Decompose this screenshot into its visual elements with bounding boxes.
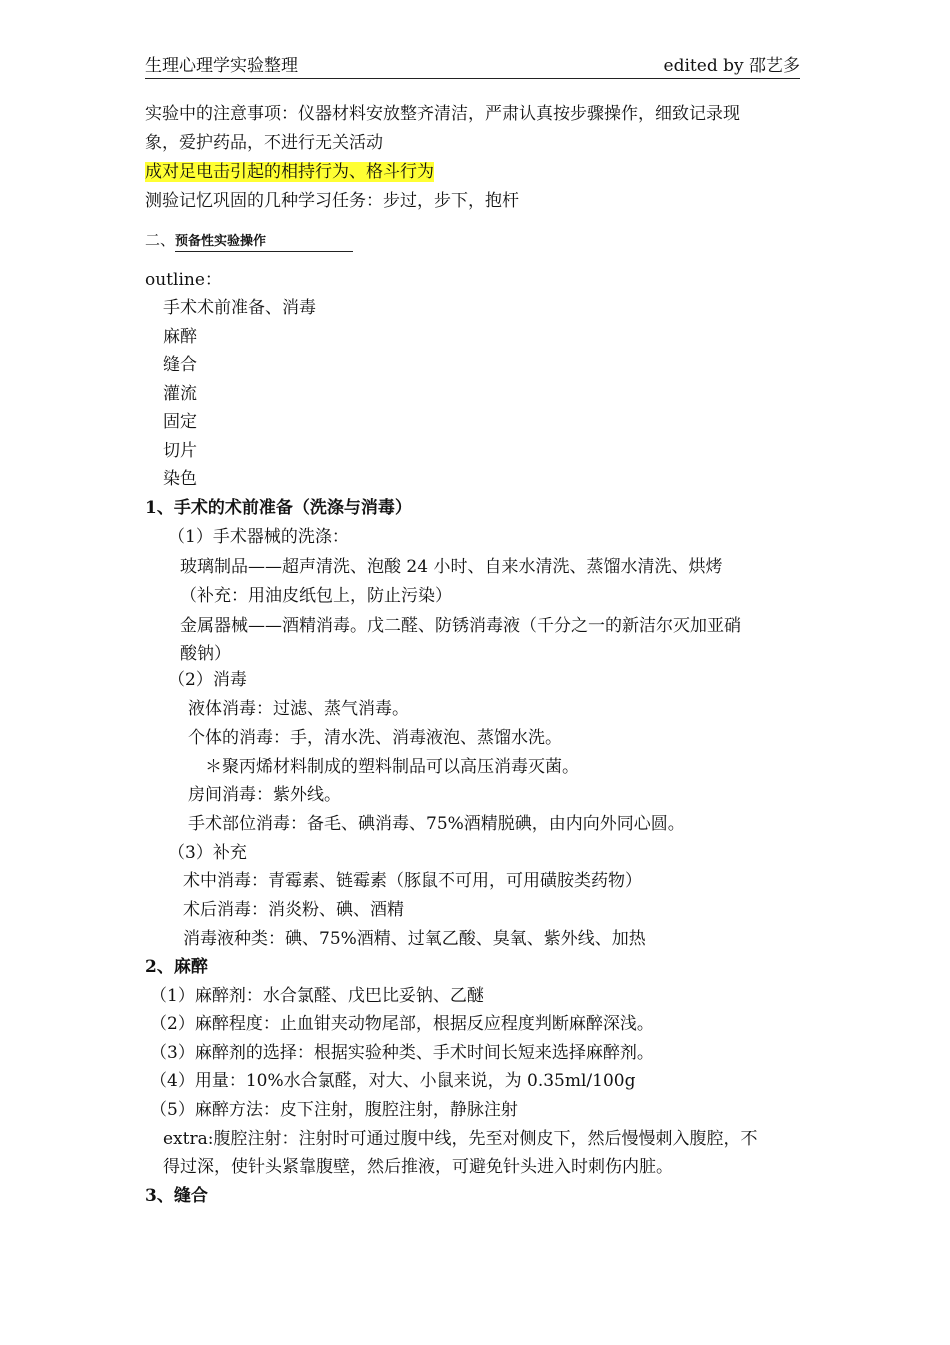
room-disinfection: 房间消毒：紫外线。 xyxy=(188,785,341,805)
individual-disinfection: 个体的消毒：手，清水洗、消毒液泡、蒸馏水洗。 xyxy=(188,728,562,748)
disinfectant-types: 消毒液种类：碘、75%酒精、过氧乙酸、臭氧、紫外线、加热 xyxy=(183,929,646,949)
outline-item: 麻醉 xyxy=(163,327,197,347)
plastic-note: ＊聚丙烯材料制成的塑料制品可以高压消毒灭菌。 xyxy=(205,757,579,777)
outline-item: 切片 xyxy=(163,441,197,461)
surgical-site-disinfection: 手术部位消毒：备毛、碘消毒、75%酒精脱碘，由内向外同心圆。 xyxy=(188,814,685,834)
anesthesia-item-5: （5）麻醉方法：皮下注射，腹腔注射，静脉注射 xyxy=(150,1100,518,1120)
extra-line-1: extra:腹腔注射：注射时可通过腹中线，先至对侧皮下，然后慢慢刺入腹腔，不 xyxy=(163,1129,758,1149)
liquid-disinfection: 液体消毒：过滤、蒸气消毒。 xyxy=(188,699,409,719)
glass-line-1: 玻璃制品——超声清洗、泡酸 24 小时、自来水清洗、蒸馏水清洗、烘烤 xyxy=(180,557,723,577)
intro-line-1: 实验中的注意事项：仪器材料安放整齐清洁，严肃认真按步骤操作，细致记录现 xyxy=(145,104,740,124)
outline-item: 染色 xyxy=(163,469,197,489)
outline-item: 灌流 xyxy=(163,384,197,404)
anesthesia-item-3: （3）麻醉剂的选择：根据实验种类、手术时间长短来选择麻醉剂。 xyxy=(150,1043,654,1063)
intro-line-2: 象，爱护药品，不进行无关活动 xyxy=(145,133,383,153)
section-2-title: 预备性实验操作 xyxy=(175,233,353,252)
anesthesia-item-4: （4）用量：10%水合氯醛，对大、小鼠来说，为 0.35ml/100g xyxy=(150,1071,636,1091)
outline-item: 固定 xyxy=(163,412,197,432)
metal-line-1: 金属器械——酒精消毒。戊二醛、防锈消毒液（千分之一的新洁尔灭加亚硝 xyxy=(180,616,741,636)
outline-item: 缝合 xyxy=(163,355,197,375)
section-2-heading xyxy=(145,228,353,252)
header-title: 生理心理学实验整理 xyxy=(145,56,298,76)
highlighted-text: 成对足电击引起的相持行为、格斗行为 xyxy=(145,162,434,182)
anesthesia-item-2: （2）麻醉程度：止血钳夹动物尾部，根据反应程度判断麻醉深浅。 xyxy=(150,1014,654,1034)
glass-line-2: （补充：用油皮纸包上，防止污染） xyxy=(180,586,452,606)
subsection-1-1: （1）手术器械的洗涤： xyxy=(168,527,349,547)
subsection-1-2: （2）消毒 xyxy=(168,670,247,690)
intraoperative-disinfection: 术中消毒：青霉素、链霉素（豚鼠不可用，可用磺胺类药物） xyxy=(183,871,642,891)
anesthesia-item-1: （1）麻醉剂：水合氯醛、戊巴比妥钠、乙醚 xyxy=(150,986,484,1006)
metal-line-2: 酸钠） xyxy=(180,644,231,664)
page-header xyxy=(145,54,800,79)
postoperative-disinfection: 术后消毒：消炎粉、碘、酒精 xyxy=(183,900,404,920)
outline-label: outline： xyxy=(145,270,222,290)
section-2-number: 二、 xyxy=(145,231,176,249)
section-3-heading: 3、缝合 xyxy=(145,1186,208,1206)
section-2-anesthesia-heading: 2、麻醉 xyxy=(145,957,208,977)
extra-line-2: 得过深，使针头紧靠腹壁，然后推液，可避免针头进入时刺伤内脏。 xyxy=(163,1157,673,1177)
outline-item: 手术术前准备、消毒 xyxy=(163,298,316,318)
intro-highlight-line xyxy=(145,160,434,184)
section-1-heading: 1、手术的术前准备（洗涤与消毒） xyxy=(145,498,412,518)
header-editor: edited by 邵艺多 xyxy=(663,56,800,76)
intro-line-4: 测验记忆巩固的几种学习任务：步过，步下，抱杆 xyxy=(145,191,519,211)
subsection-1-3: （3）补充 xyxy=(168,843,247,863)
